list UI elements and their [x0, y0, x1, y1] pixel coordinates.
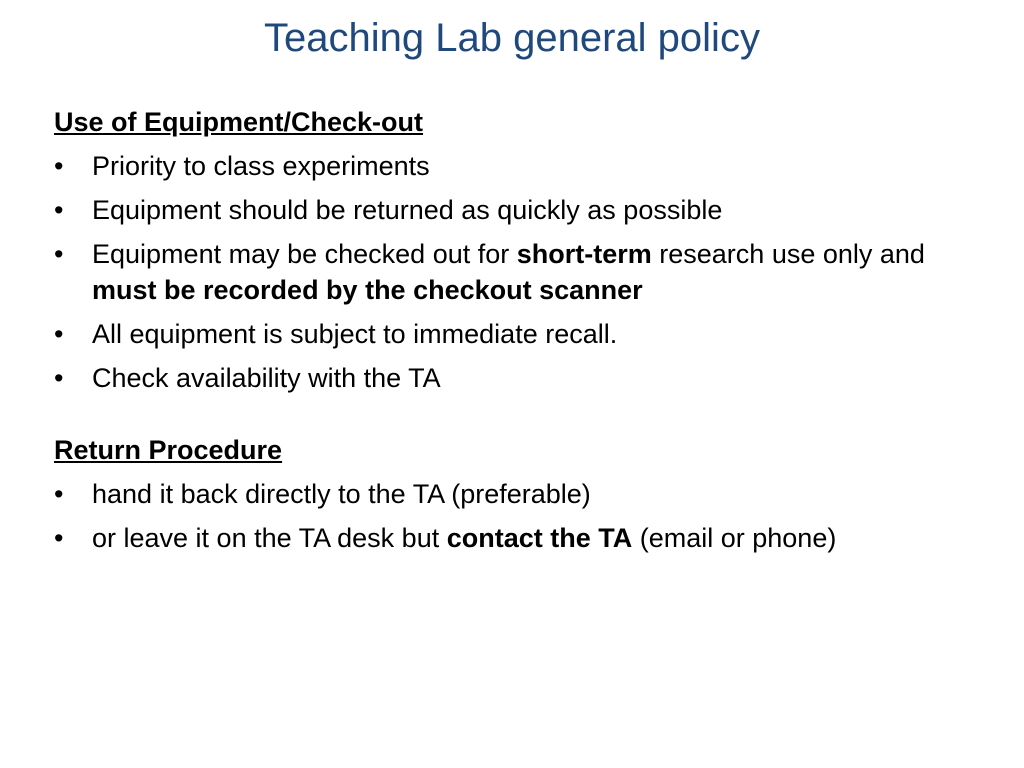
item-text-bold: short-term	[516, 239, 652, 269]
section-heading: Return Procedure	[54, 435, 283, 465]
bullet-icon: •	[54, 319, 64, 349]
bullet-icon: •	[54, 239, 64, 269]
item-text: or leave it on the TA desk but	[92, 523, 447, 553]
item-text: All equipment is subject to immediate recall.	[92, 319, 618, 349]
item-text: research use only and	[651, 239, 925, 269]
item-text: Equipment may be checked out for	[92, 239, 517, 269]
item-text: Check availability with the TA	[92, 363, 441, 393]
bullet-list	[54, 476, 974, 556]
item-text: Equipment should be returned as quickly as possible	[92, 195, 723, 225]
list-item	[54, 148, 974, 184]
bullet-icon: •	[54, 523, 64, 553]
item-text: Priority to class experiments	[92, 151, 430, 181]
section-return-procedure	[54, 432, 974, 556]
item-text-bold: contact the TA	[446, 523, 633, 553]
list-item	[54, 316, 974, 352]
list-item	[54, 476, 974, 512]
bullet-list	[54, 148, 974, 396]
section-heading: Use of Equipment/Check-out	[54, 107, 424, 137]
bullet-icon: •	[54, 363, 64, 393]
list-item	[54, 520, 974, 556]
slide-body	[54, 104, 974, 556]
slide-title: Teaching Lab general policy	[264, 16, 760, 60]
bullet-icon: •	[54, 151, 64, 181]
list-item	[54, 192, 974, 228]
list-item	[54, 360, 974, 396]
bullet-icon: •	[54, 195, 64, 225]
item-text: (email or phone)	[632, 523, 837, 553]
item-text: hand it back directly to the TA (preferable)	[92, 479, 591, 509]
section-equipment-checkout	[54, 104, 974, 396]
list-item	[54, 236, 974, 308]
bullet-icon: •	[54, 479, 64, 509]
item-text-bold: must be recorded by the checkout scanner	[92, 275, 643, 305]
